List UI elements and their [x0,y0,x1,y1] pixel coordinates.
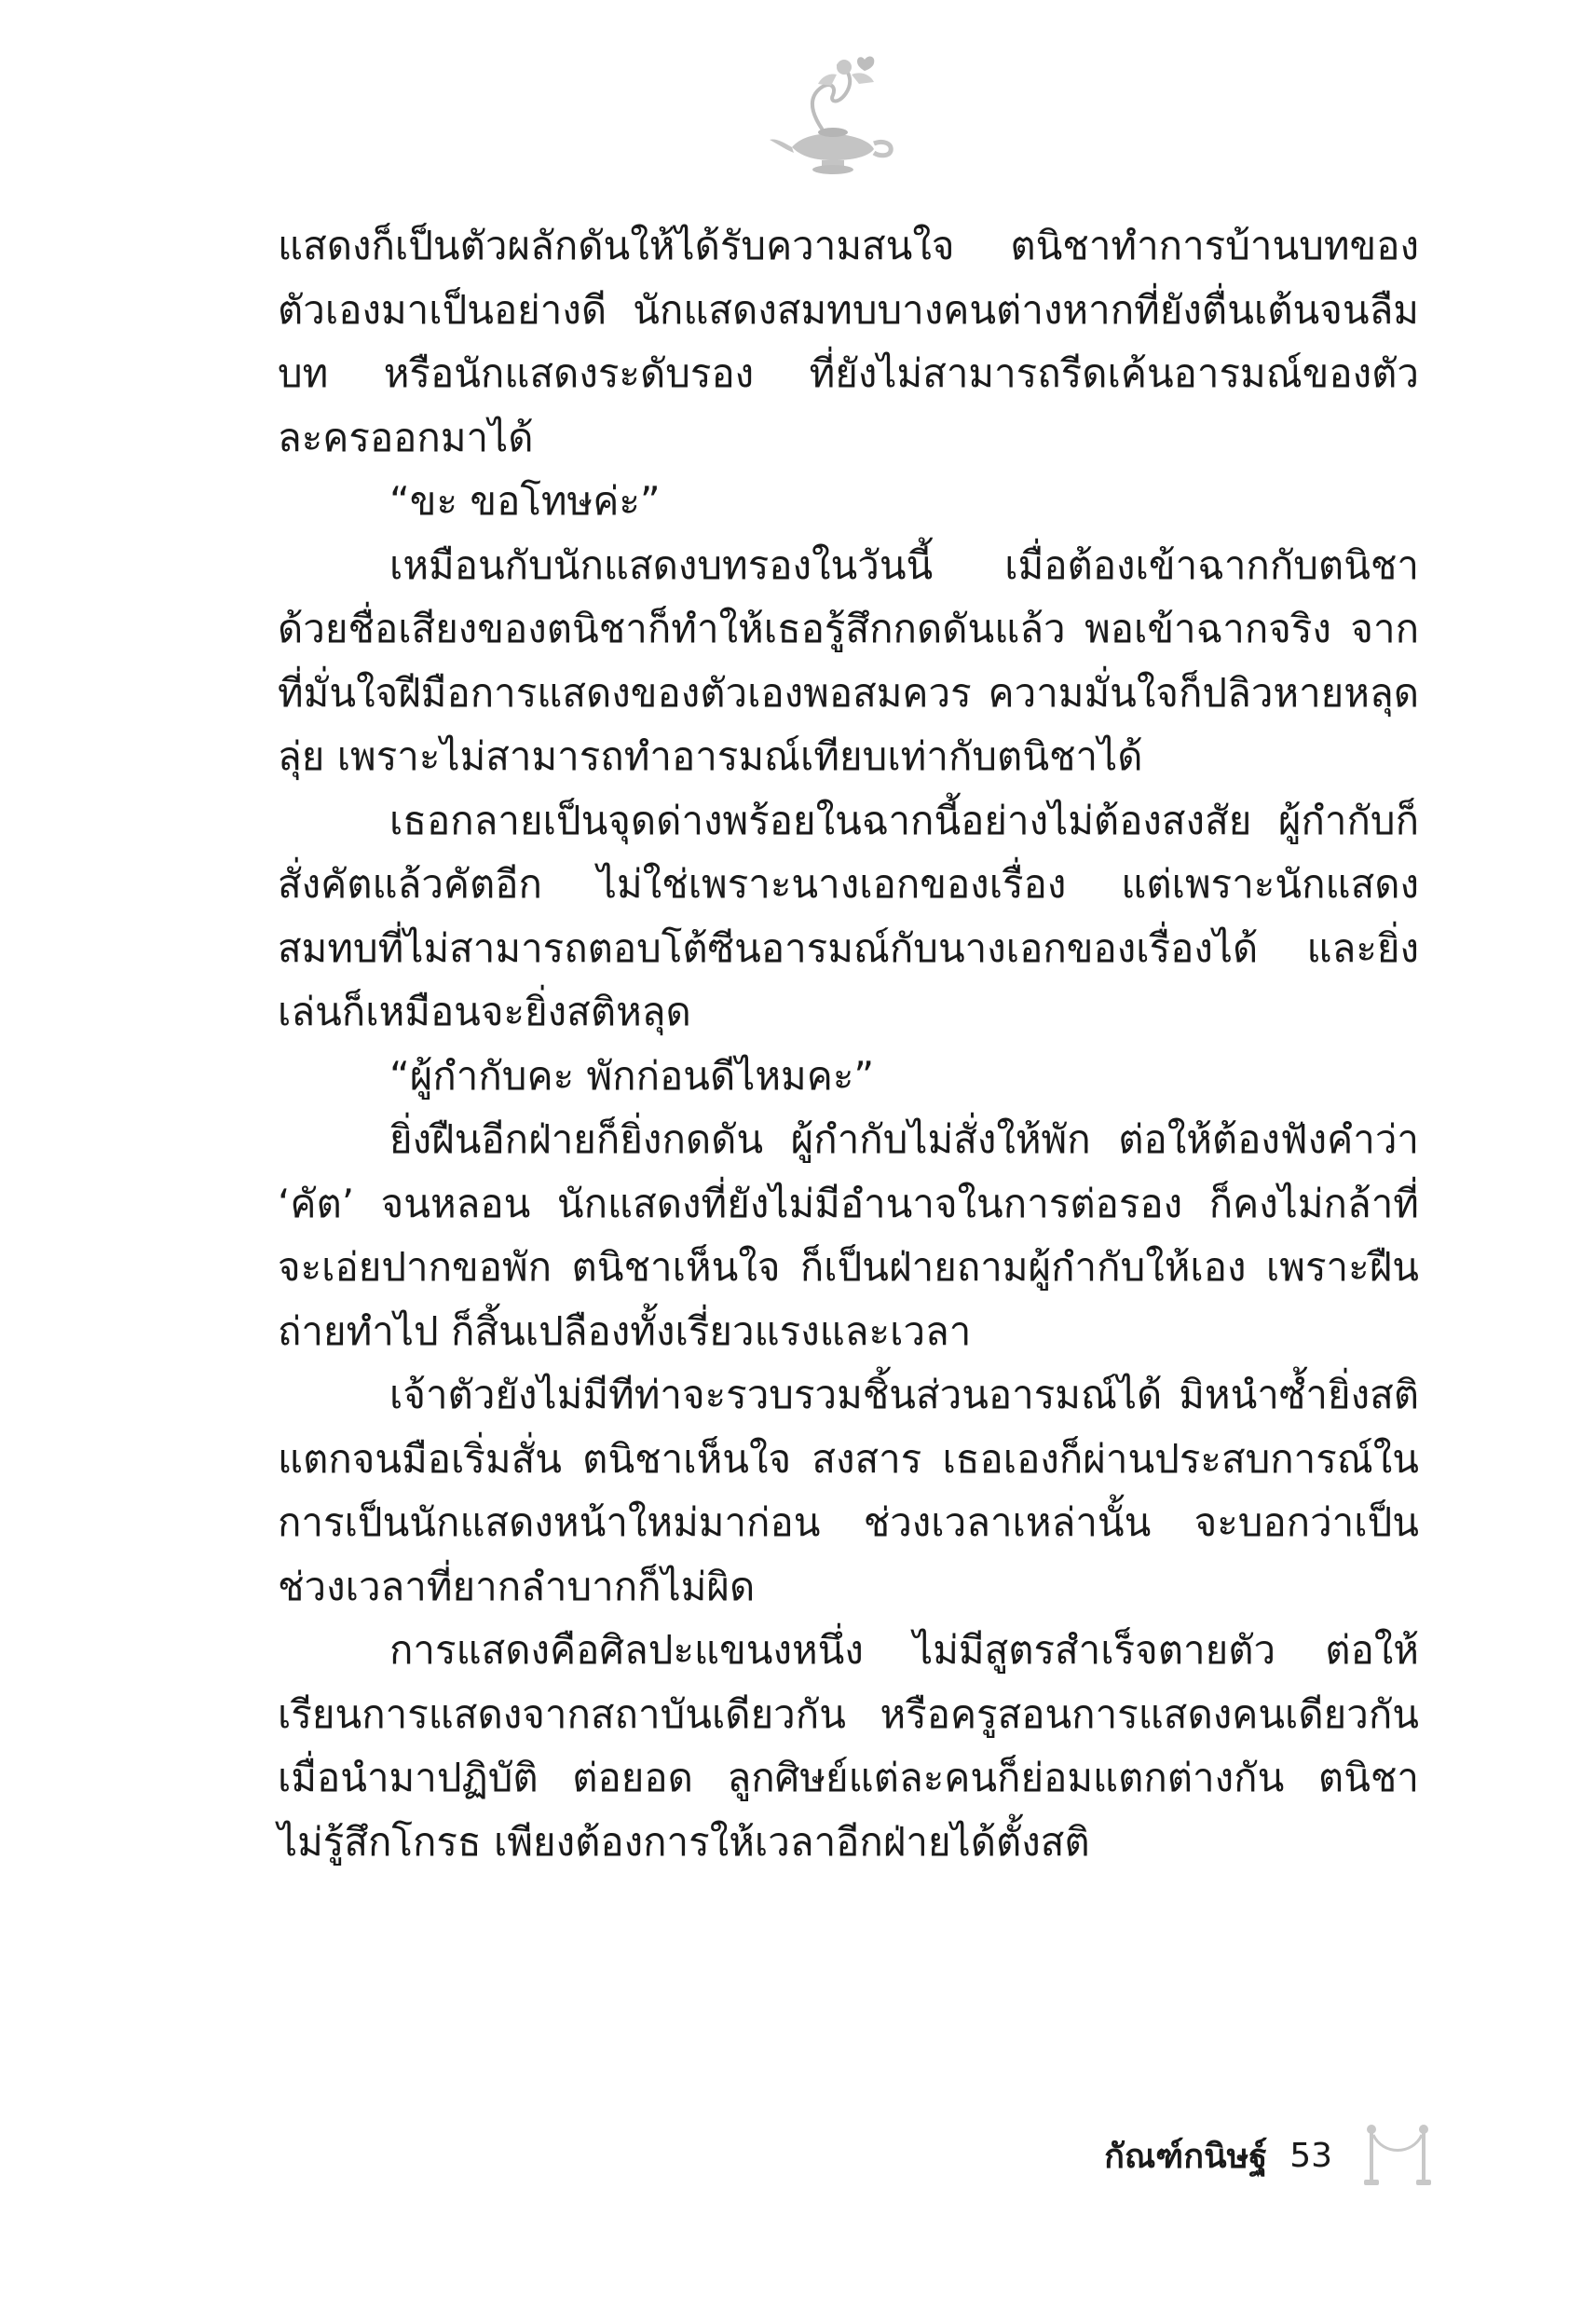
body-text [278,214,1419,1874]
genie-lamp-icon [764,47,904,186]
velvet-rope-stanchion-icon [1360,2118,1435,2193]
paragraph-3: เหมือนกับนักแสดงบทรองในวันนี้ เมื่อต้องเข้าฉากกับตนิชา ด้วยชื่อเสียงของตนิชาก็ทำให้เธอรู้สึกกดดันแล้ว พอเข้าฉากจริง จากที่มั่นใจฝีมือการแสดงของตัวเองพอสมควร ความมั่นใจก็ปลิวหายหลุดลุ่ย เพราะไม่สามารถทำอารมณ์เทียบเท่ากับตนิชาได้ [278,541,1419,779]
page-footer [1006,2113,1435,2197]
paragraph-6: ยิ่งฝืนอีกฝ่ายก็ยิ่งกดดัน ผู้กำกับไม่สั่งให้พัก ต่อให้ต้องฟังคำว่า ‘คัต’ จนหลอน นักแสดงที่ยังไม่มีอำนาจในการต่อรอง ก็คงไม่กล้าที่จะเอ่ยปากขอพัก ตนิชาเห็นใจ ก็เป็นฝ่ายถามผู้กำกับให้เอง เพราะฝืนถ่ายทำไป ก็สิ้นเปลืองทั้งเรี่ยวแรงและเวลา [278,1116,1419,1354]
paragraph-4: เธอกลายเป็นจุดด่างพร้อยในฉากนี้อย่างไม่ต้องสงสัย ผู้กำกับก็สั่งคัตแล้วคัตอีก ไม่ใช่เพราะนางเอกของเรื่อง แต่เพราะนักแสดงสมทบที่ไม่สามารถตอบโต้ซีนอารมณ์กับนางเอกของเรื่องได้ และยิ่งเล่นก็เหมือนจะยิ่งสติหลุด [278,797,1419,1034]
paragraph-1: แสดงก็เป็นตัวผลักดันให้ได้รับความสนใจ ตนิชาทำการบ้านบทของตัวเองมาเป็นอย่างดี นักแสดงสมทบบางคนต่างหากที่ยังตื่นเต้นจนลืมบท หรือนักแสดงระดับรอง ที่ยังไม่สามารถรีดเค้นอารมณ์ของตัวละครออกมาได้ [278,223,1419,460]
page-number: 53 [1289,2136,1332,2175]
book-title: กัณฑ์กนิษฐ์ [1104,2137,1268,2176]
paragraph-5: “ผู้กำกับคะ พักก่อนดีไหมคะ” [389,1052,875,1099]
paragraph-8: การแสดงคือศิลปะแขนงหนึ่ง ไม่มีสูตรสำเร็จตายตัว ต่อให้เรียนการแสดงจากสถาบันเดียวกัน หรือครูสอนการแสดงคนเดียวกัน เมื่อนำมาปฏิบัติ ต่อยอด ลูกศิษย์แต่ละคนก็ย่อมแตกต่างกัน ตนิชาไม่รู้สึกโกรธ เพียงต้องการให้เวลาอีกฝ่ายได้ตั้งสติ [278,1627,1419,1865]
paragraph-2: “ขะ ขอโทษค่ะ” [389,478,661,524]
paragraph-7: เจ้าตัวยังไม่มีทีท่าจะรวบรวมชิ้นส่วนอารมณ์ได้ มิหนำซ้ำยิ่งสติแตกจนมือเริ่มสั่น ตนิชาเห็นใจ สงสาร เธอเองก็ผ่านประสบการณ์ในการเป็นนักแสดงหน้าใหม่มาก่อน ช่วงเวลาเหล่านั้น จะบอกว่าเป็นช่วงเวลาที่ยากลำบากก็ไม่ผิด [278,1372,1419,1609]
